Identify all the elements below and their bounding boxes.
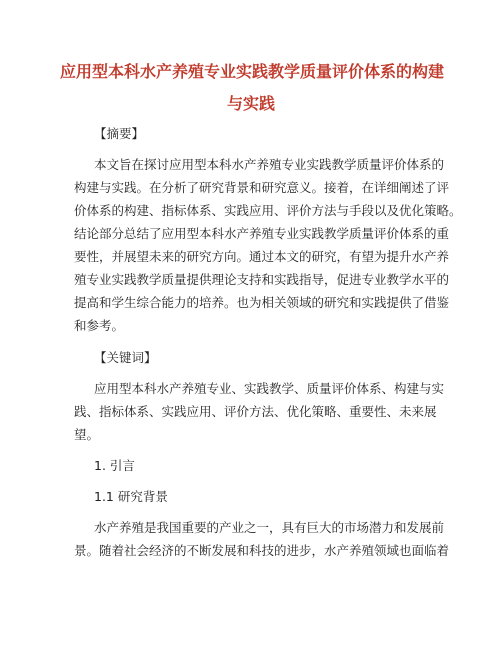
background-line: 景。随着社会经济的不断发展和科技的进步，水产养殖领域也面临着 [74,543,450,558]
abstract-line: 价体系的构建、指标体系、实践应用、评价方法与手段以及优化策略。 [74,203,462,218]
keywords-line: 践、指标体系、实践应用、评价方法、优化策略、重要性、未来展 [74,404,437,419]
section-1-heading: 1. 引言 [94,458,135,473]
abstract-line: 提高和学生综合能力的培养。也为相关领域的研究和实践提供了借鉴 [74,295,450,310]
abstract-line: 本文旨在探讨应用型本科水产养殖专业实践教学质量评价体系的 [94,157,445,172]
abstract-line: 结论部分总结了应用型本科水产养殖专业实践教学质量评价体系的重 [74,226,450,241]
section-1-1-heading: 1.1 研究背景 [94,489,168,504]
abstract-line: 和参考。 [74,318,125,333]
keywords-heading: 【关键词】 [94,350,157,365]
background-line: 水产养殖是我国重要的产业之一，具有巨大的市场潜力和发展前 [94,520,445,535]
abstract-line: 殖专业实践教学质量提供理论支持和实践指导，促进专业教学水平的 [74,272,450,287]
keywords-line: 应用型本科水产养殖专业、实践教学、质量评价体系、构建与实 [94,381,445,396]
abstract-heading: 【摘要】 [94,126,145,141]
abstract-line: 要性，并展望未来的研究方向。通过本文的研究，有望为提升水产养 [74,249,450,264]
document-title-line-1: 应用型本科水产养殖专业实践教学质量评价体系的构建 [60,62,445,81]
abstract-line: 构建与实践。在分析了研究背景和研究意义。接着，在详细阐述了评 [74,180,450,195]
keywords-line: 望。 [74,427,100,442]
document-title-line-2: 与实践 [226,94,275,113]
